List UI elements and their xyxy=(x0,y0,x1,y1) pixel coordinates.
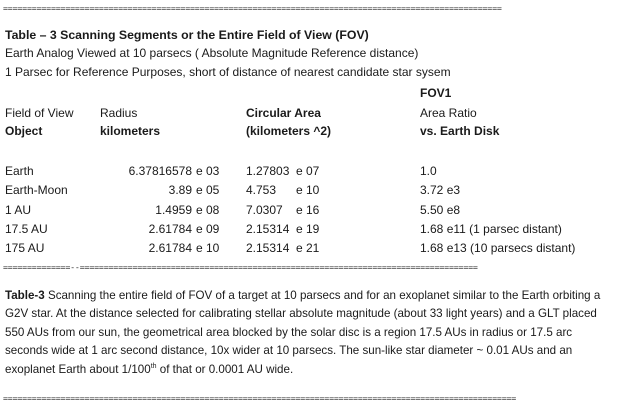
row-radius: 1.4959 xyxy=(155,203,192,217)
row-area-exp: e 21 xyxy=(296,241,320,255)
header-area-units: (kilometers ^2) xyxy=(246,124,332,138)
row-area-exp: e 16 xyxy=(296,203,320,217)
row-area: 7.0307 xyxy=(246,203,283,217)
table-title: Table – 3 Scanning Segments or the Entire Field of View (FOV) xyxy=(5,28,369,42)
row-area-exp: e 19 xyxy=(296,222,320,236)
caption-text: Scanning the entire field of FOV of a target at 10 parsecs and for an exoplanet similar to the Earth orbiting a G2V star. At the distance selected for calibrating stellar absolute magnitude (about 33 light years) and a GLT placed 550 AUs from our sun, the geometrical area blocked by the solar disc is a region 17.5 AUs in radius or 17.5 arc seconds wide at 1 arc second distance, 10x wider at 10 parsecs. The sun-like star diameter ~ 0.01 AUs and an exoplanet Earth about 1/100 xyxy=(5,289,601,376)
row-radius-exp: e 08 xyxy=(196,203,220,217)
row-area: 2.15314 xyxy=(246,241,290,255)
row-radius-exp: e 09 xyxy=(196,222,220,236)
row-radius-exp: e 10 xyxy=(196,241,220,255)
row-radius-exp: e 05 xyxy=(196,183,220,197)
row-radius: 6.37816578 xyxy=(128,164,192,178)
header-circular-area: Circular Area xyxy=(246,106,321,120)
row-radius: 2.61784 xyxy=(148,222,192,236)
header-radius: Radius xyxy=(100,106,138,120)
row-ratio: 3.72 e3 xyxy=(420,183,461,197)
header-object: Object xyxy=(5,124,43,138)
caption-text-end: of that or 0.0001 AU wide. xyxy=(156,362,294,376)
caption-superscript: th xyxy=(150,362,157,370)
row-radius: 2.61784 xyxy=(148,241,192,255)
row-object: Earth-Moon xyxy=(5,183,68,197)
table-caption xyxy=(5,287,617,379)
row-radius-exp: e 03 xyxy=(196,164,220,178)
row-object: 1 AU xyxy=(5,203,32,217)
row-radius: 3.89 xyxy=(168,183,192,197)
row-area: 2.15314 xyxy=(246,222,290,236)
header-area-ratio: Area Ratio xyxy=(420,106,477,120)
header-vs-earth-disk: vs. Earth Disk xyxy=(420,124,500,138)
header-kilometers: kilometers xyxy=(100,124,161,138)
caption-label: Table-3 xyxy=(5,289,45,302)
row-area: 4.753 xyxy=(246,183,277,197)
header-fov1: FOV1 xyxy=(420,86,452,100)
header-field-of-view: Field of View xyxy=(5,106,74,120)
row-area-exp: e 10 xyxy=(296,183,320,197)
row-ratio: 5.50 e8 xyxy=(420,203,461,217)
table-subtitle-2: 1 Parsec for Reference Purposes, short of distance of nearest candidate star sysem xyxy=(5,65,451,79)
row-area-exp: e 07 xyxy=(296,164,320,178)
row-area: 1.27803 xyxy=(246,164,290,178)
top-rule: ======================================================================================================== xyxy=(3,3,502,13)
table-subtitle-1: Earth Analog Viewed at 10 parsecs ( Absolute Magnitude Reference distance) xyxy=(5,46,419,60)
row-object: 175 AU xyxy=(5,241,45,255)
row-ratio: 1.68 e13 (10 parsecs distant) xyxy=(420,241,576,255)
row-ratio: 1.0 xyxy=(420,164,437,178)
middle-rule: ==============--=================================================================================== xyxy=(3,262,478,272)
row-object: 17.5 AU xyxy=(5,222,48,236)
row-object: Earth xyxy=(5,164,34,178)
bottom-rule: =========================================================================================================== xyxy=(3,393,517,403)
row-ratio: 1.68 e11 (1 parsec distant) xyxy=(420,222,562,236)
